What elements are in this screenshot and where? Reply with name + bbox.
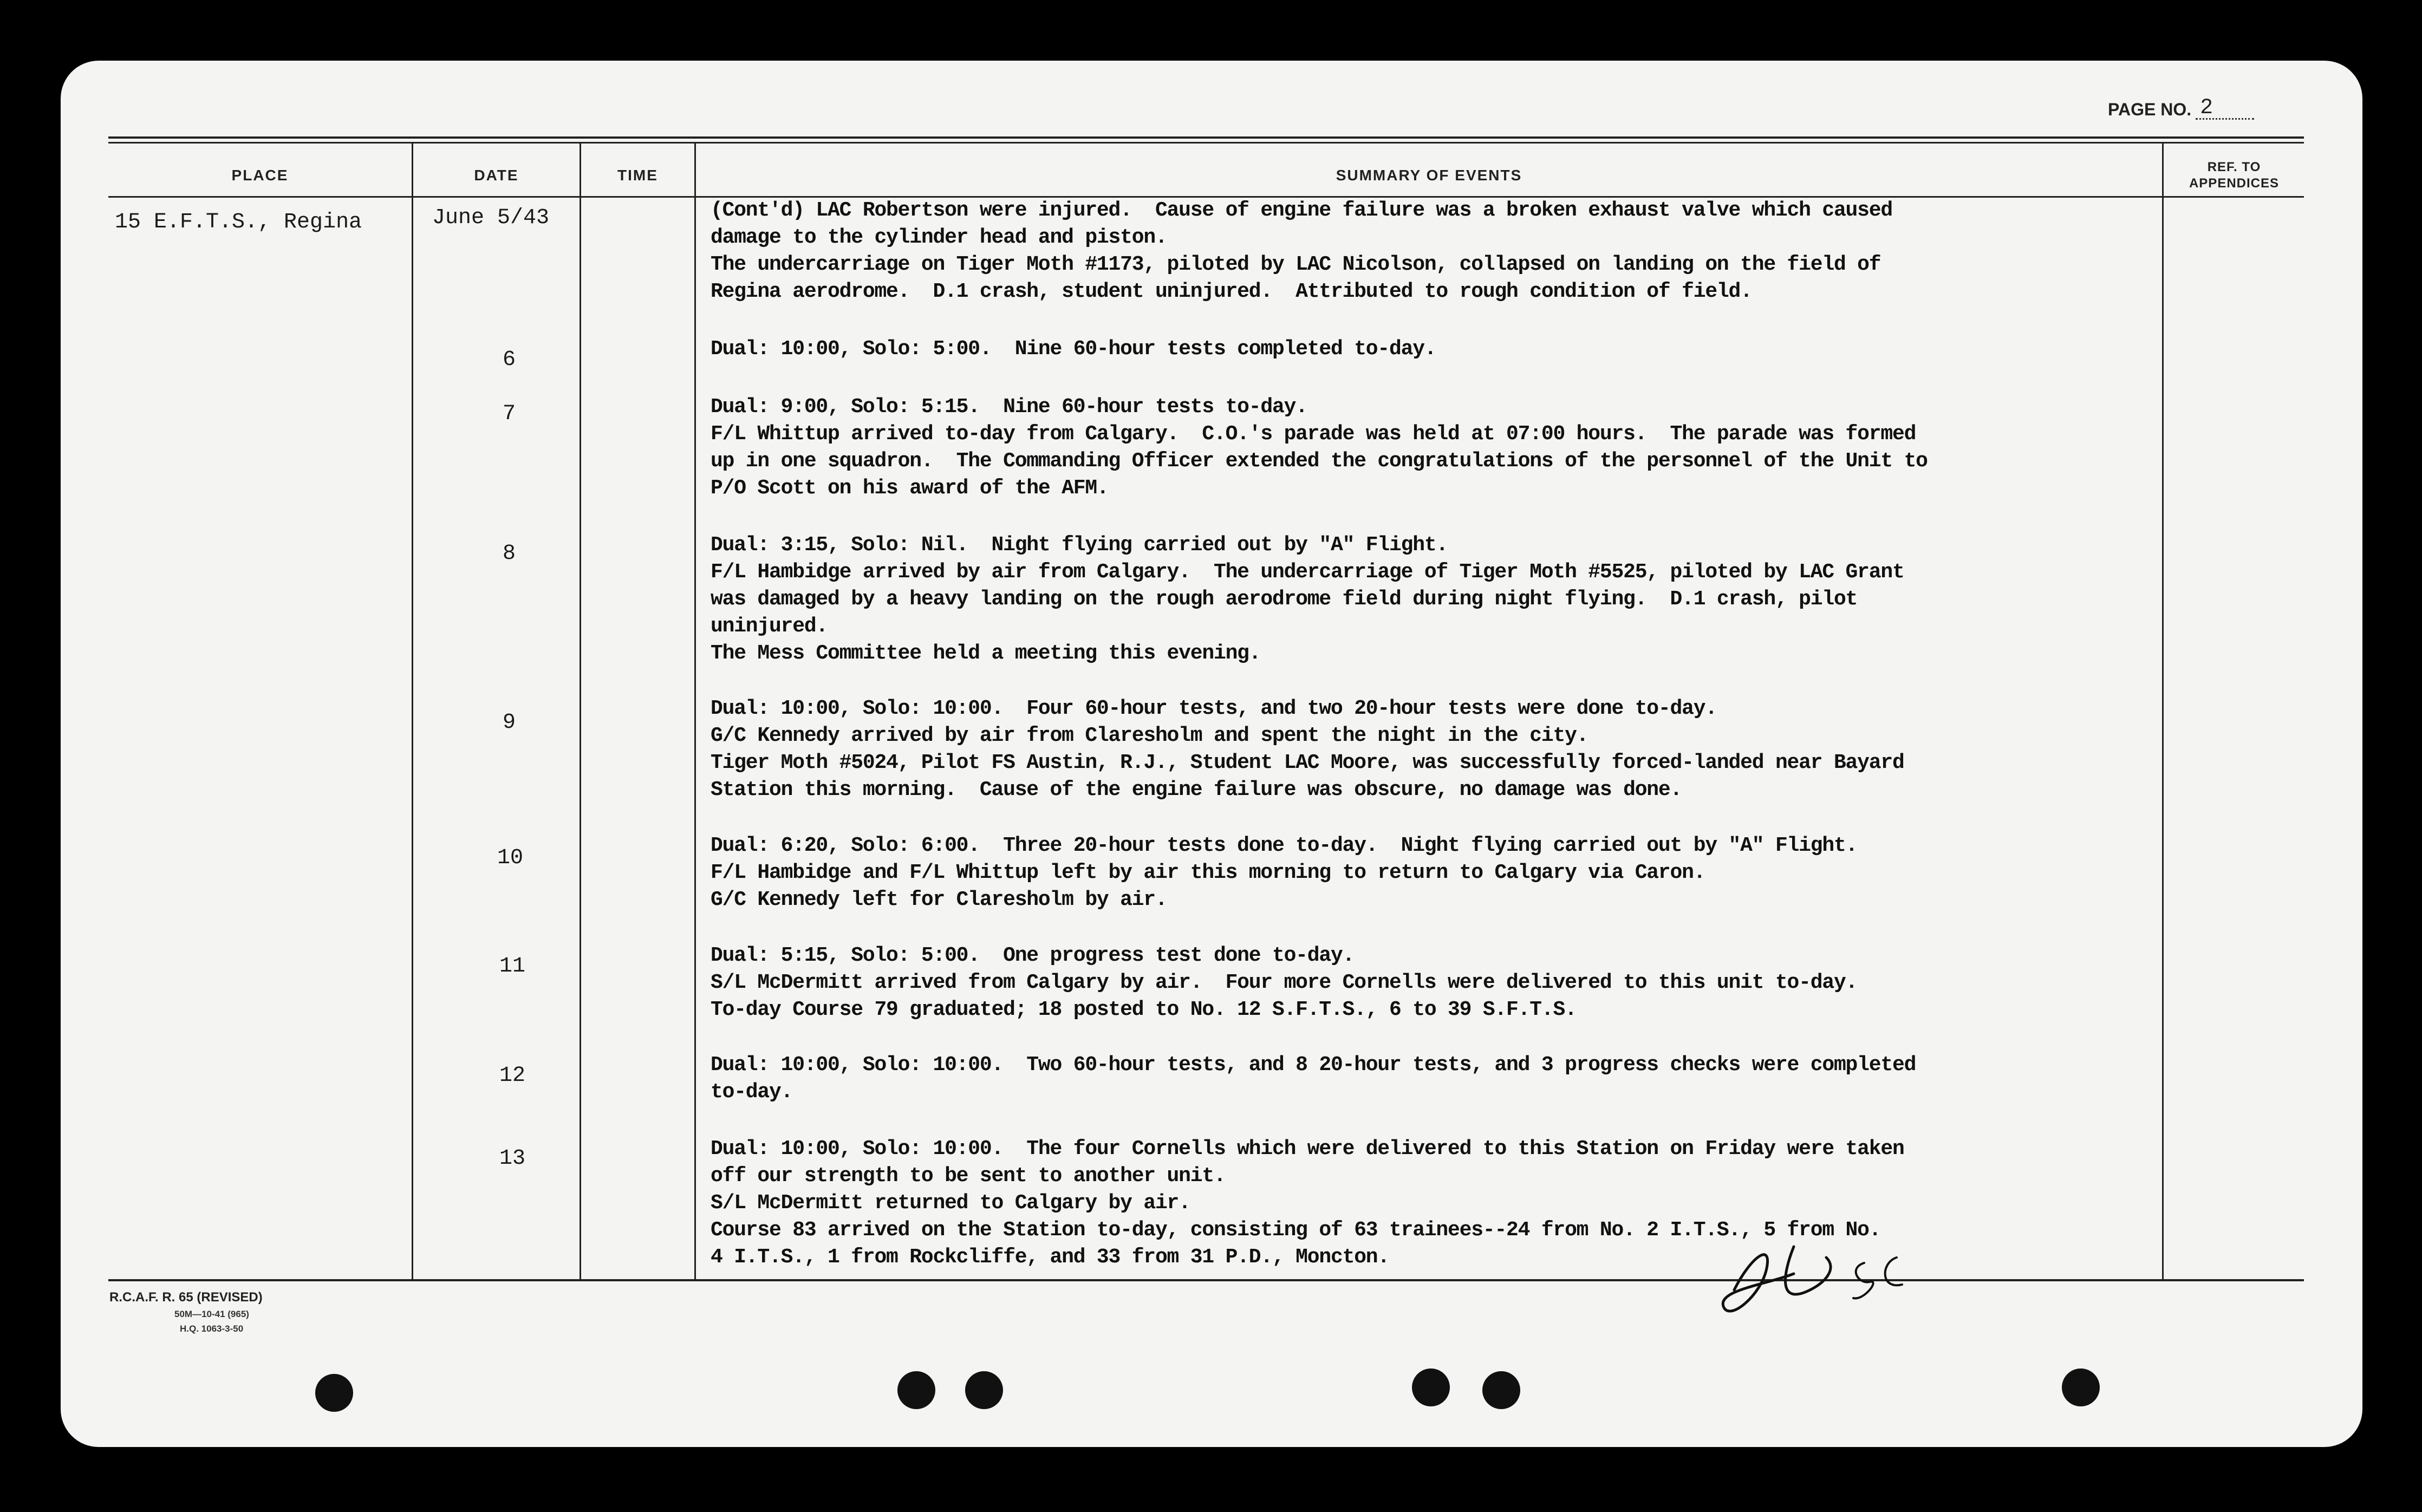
form-print-run: 50M—10-41 (965) bbox=[174, 1309, 249, 1319]
entry-june-10 bbox=[711, 832, 2216, 914]
entry-line: F/L Whittup arrived to-day from Calgary. C.O.'s parade was held at 07:00 hours. The parade was formed bbox=[711, 422, 1916, 446]
form-identifier: R.C.A.F. R. 65 (REVISED) bbox=[109, 1290, 263, 1305]
date-7: 7 bbox=[503, 402, 516, 426]
place-cell: 15 E.F.T.S., Regina bbox=[115, 210, 362, 234]
header-place: PLACE bbox=[231, 167, 289, 184]
entry-line: Dual: 5:15, Solo: 5:00. One progress test done to-day. bbox=[711, 944, 1355, 967]
date-11: 11 bbox=[499, 954, 526, 979]
entry-line: off our strength to be sent to another unit. bbox=[711, 1164, 1226, 1188]
entry-line: G/C Kennedy left for Claresholm by air. bbox=[711, 888, 1167, 911]
entry-line: Dual: 10:00, Solo: 10:00. The four Cornells which were delivered to this Station on Friday were taken bbox=[711, 1137, 1904, 1161]
date-10: 10 bbox=[497, 846, 524, 870]
date-9: 9 bbox=[503, 711, 516, 735]
entry-june-9 bbox=[711, 695, 2216, 804]
binder-hole bbox=[2062, 1368, 2100, 1406]
entry-line: was damaged by a heavy landing on the rough aerodrome field during night flying. D.1 crash, pilot bbox=[711, 588, 1858, 611]
date-12: 12 bbox=[499, 1064, 526, 1088]
entry-line: Dual: 10:00, Solo: 10:00. Four 60-hour tests, and two 20-hour tests were done to-day. bbox=[711, 697, 1717, 720]
entry-line: Dual: 3:15, Solo: Nil. Night flying carried out by "A" Flight. bbox=[711, 533, 1448, 557]
entry-line: damage to the cylinder head and piston. bbox=[711, 226, 1167, 249]
header-ref-line2: APPENDICES bbox=[2189, 176, 2280, 191]
binder-hole bbox=[315, 1374, 353, 1412]
binder-hole bbox=[965, 1371, 1003, 1409]
form-hq-number: H.Q. 1063-3-50 bbox=[180, 1324, 244, 1334]
entry-june-11 bbox=[711, 942, 2216, 1024]
page-number bbox=[2108, 96, 2254, 120]
header-summary: SUMMARY OF EVENTS bbox=[1336, 167, 1522, 184]
binder-hole bbox=[1482, 1371, 1520, 1409]
entry-line: The undercarriage on Tiger Moth #1173, piloted by LAC Nicolson, collapsed on landing on the field of bbox=[711, 253, 1881, 276]
column-divider-time bbox=[694, 142, 696, 1281]
entry-line: The Mess Committee held a meeting this evening. bbox=[711, 642, 1261, 665]
entry-june-12 bbox=[711, 1052, 2216, 1106]
entry-line: Dual: 9:00, Solo: 5:15. Nine 60-hour tests to-day. bbox=[711, 395, 1307, 419]
first-date-cell: June 5/43 bbox=[432, 206, 550, 230]
header-ref-line1: REF. TO bbox=[2207, 160, 2261, 174]
handwritten-initials bbox=[1702, 1225, 1962, 1333]
entry-line: To-day Course 79 graduated; 18 posted to No. 12 S.F.T.S., 6 to 39 S.F.T.S. bbox=[711, 998, 1577, 1021]
entry-line: Regina aerodrome. D.1 crash, student uninjured. Attributed to rough condition of field. bbox=[711, 280, 1752, 303]
entry-line: Dual: 10:00, Solo: 5:00. Nine 60-hour tests completed to-day. bbox=[711, 337, 1436, 361]
entry-line: S/L McDermitt arrived from Calgary by air. Four more Cornells were delivered to this unit to-day. bbox=[711, 971, 1858, 994]
entry-line: uninjured. bbox=[711, 615, 828, 638]
entry-line: Course 83 arrived on the Station to-day, consisting of 63 trainees--24 from No. 2 I.T.S., 5 from No. bbox=[711, 1218, 1881, 1242]
entry-line: Dual: 6:20, Solo: 6:00. Three 20-hour tests done to-day. Night flying carried out by "A" Flight. bbox=[711, 834, 1858, 857]
top-double-rule-2 bbox=[108, 142, 2304, 144]
entry-june-8 bbox=[711, 532, 2216, 667]
entry-line: P/O Scott on his award of the AFM. bbox=[711, 477, 1109, 500]
entry-line: Tiger Moth #5024, Pilot FS Austin, R.J., Student LAC Moore, was successfully forced-landed near Bayard bbox=[711, 751, 1904, 774]
header-date: DATE bbox=[474, 167, 519, 184]
entry-june-7 bbox=[711, 394, 2216, 502]
page-number-label: PAGE NO. bbox=[2108, 100, 2192, 119]
entry-line: F/L Hambidge and F/L Whittup left by air this morning to return to Calgary via Caron. bbox=[711, 861, 1705, 884]
entry-june-6 bbox=[711, 336, 2216, 363]
entry-june-5-cont bbox=[711, 197, 2216, 305]
form-sheet bbox=[61, 61, 2362, 1447]
entry-line: F/L Hambidge arrived by air from Calgary. The undercarriage of Tiger Moth #5525, piloted by LAC Grant bbox=[711, 561, 1904, 584]
page-number-value: 2 bbox=[2196, 99, 2254, 120]
entry-line: 4 I.T.S., 1 from Rockcliffe, and 33 from 31 P.D., Moncton. bbox=[711, 1246, 1390, 1269]
entry-june-13 bbox=[711, 1136, 2216, 1271]
entry-line: to-day. bbox=[711, 1080, 793, 1104]
date-6: 6 bbox=[503, 348, 516, 372]
binder-hole bbox=[1412, 1368, 1450, 1406]
date-8: 8 bbox=[503, 542, 516, 566]
entry-line: G/C Kennedy arrived by air from Claresholm and spent the night in the city. bbox=[711, 724, 1588, 747]
top-double-rule-1 bbox=[108, 136, 2304, 139]
binder-hole bbox=[897, 1371, 935, 1409]
entry-line: Station this morning. Cause of the engine failure was obscure, no damage was done. bbox=[711, 778, 1682, 801]
column-divider-date bbox=[580, 142, 581, 1281]
column-divider-place bbox=[412, 142, 413, 1281]
entry-line: S/L McDermitt returned to Calgary by air. bbox=[711, 1191, 1190, 1215]
entry-line: (Cont'd) LAC Robertson were injured. Cause of engine failure was a broken exhaust valve which caused bbox=[711, 199, 1892, 222]
entry-line: Dual: 10:00, Solo: 10:00. Two 60-hour tests, and 8 20-hour tests, and 3 progress checks were completed bbox=[711, 1053, 1916, 1077]
entry-line: up in one squadron. The Commanding Officer extended the congratulations of the personnel of the Unit to bbox=[711, 449, 1928, 473]
header-time: TIME bbox=[617, 167, 658, 184]
date-13: 13 bbox=[499, 1146, 526, 1171]
table-bottom-rule bbox=[108, 1279, 2304, 1281]
header-ref-appendices bbox=[2164, 154, 2304, 197]
